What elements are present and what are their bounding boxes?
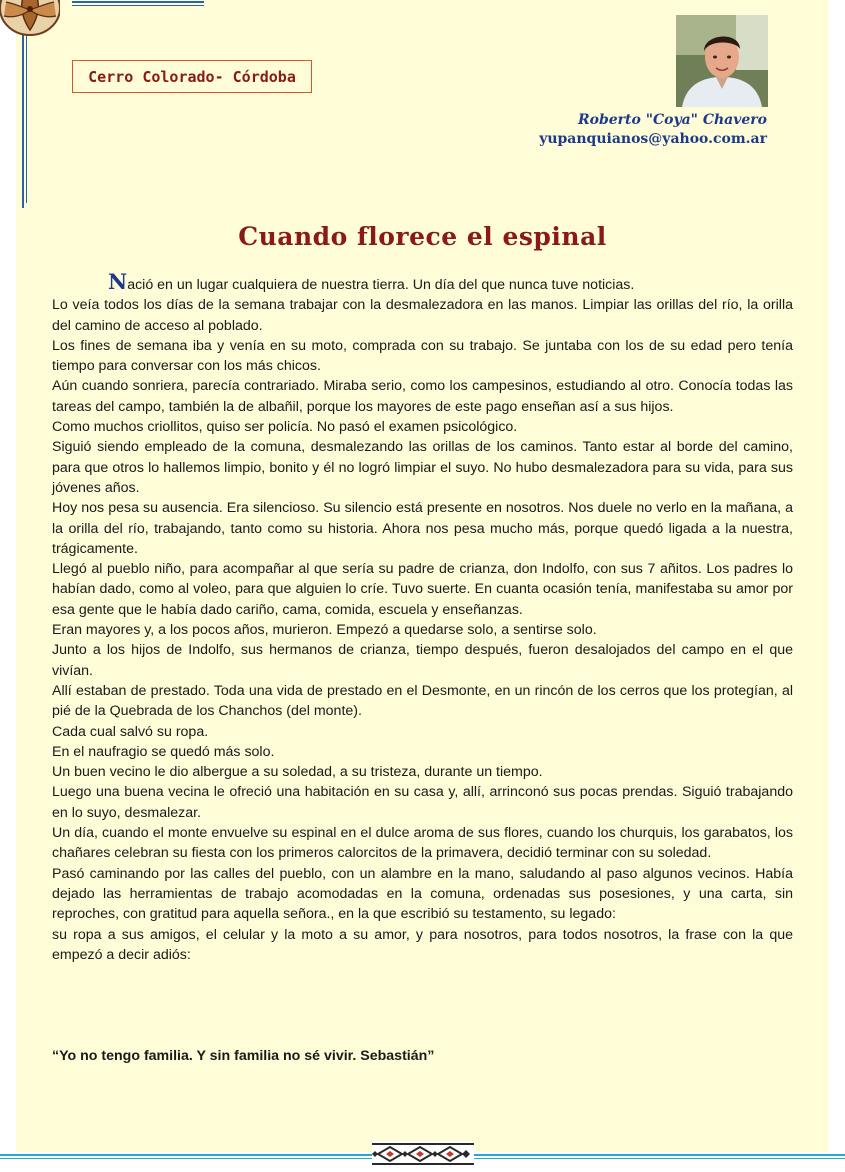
footer-rule-right-thin [474,1158,845,1159]
location-label: Cerro Colorado- Córdoba [72,60,312,93]
closing-quote: “Yo no tengo familia. Y sin familia no sé vivir. Sebastián” [52,1048,435,1064]
paragraph: Un día, cuando el monte envuelve su espinal en el dulce aroma de sus flores, cuando los churquis, los garabatos, los chañares celebran su fiesta con los primeros calorcitos de la primavera, decidió terminar con su soledad. [52,825,793,862]
paragraph: su ropa a sus amigos, el celular y la moto a su amor, y para nosotros, para todos nosotros, la frase con la que empezó a decir adiós: [52,926,793,963]
paragraph: Lo veía todos los días de la semana trabajar con la desmalezadora en las manos. Limpiar las orillas del río, la orilla del camino de acceso al poblado. [52,297,793,334]
drop-cap: N [108,269,128,294]
diamond-ornament-icon [372,1141,474,1167]
top-rule [72,1,204,3]
paragraph: Aún cuando sonriera, parecía contrariado. Miraba serio, como los campesinos, estudiando al otro. Conocía todas las tareas del campo, también la de albañil, porque los mayores de este pago enseñan así a sus hijos. [52,378,793,415]
footer-rule-left [0,1154,372,1156]
paragraph: Allí estaban de prestado. Toda una vida de prestado en el Desmonte, en un rincón de los cerros que los protegían, al pié de la Quebrada de los Chanchos (del monte). [52,682,793,720]
paragraph: Pasó caminando por las calles del pueblo, con un alambre en la mano, saludando al paso algunos vecinos. Había dejado las herramientas de trabajo acomodadas en la comuna, ordenadas sus posesiones, y una carta, sin reproches, con gratitud para aquella señora., en la que escribió su testamento, su legado: [52,865,793,923]
left-rule-thin [26,28,27,203]
article-body [52,269,793,965]
seed-pod-emblem-icon [0,0,60,36]
paragraph: Siguió siendo empleado de la comuna, desmalezando las orillas de los caminos. Tanto estar al borde del camino, para que otros lo hallemos limpio, bonito y él no logró limpiar el suyo. No hubo desmalezadora para su vida, para sus jóvenes años. [52,439,793,496]
paragraph: Los fines de semana iba y venía en su moto, comprada con su trabajo. Se juntaba con los de su edad pero tenía tiempo para conversar con los más chicos. [52,337,793,375]
top-rule-thin [72,5,204,6]
footer-rule-left-thin [0,1158,372,1159]
paragraph: Hoy nos pesa su ausencia. Era silencioso. Su silencio está presente en nosotros. Nos duele no verlo en la mañana, a la orilla del río, trabajando, tanto como su historia. Ahora nos pesa mucho más, porque quedó ligada a la nuestra, trágicamente. [52,500,793,557]
footer-rule-right [474,1154,845,1156]
paragraph: Llegó al pueblo niño, para acompañar al que sería su padre de crianza, don Indolfo, con sus 7 añitos. Los padres lo habían dado, como al voleo, para que alguien lo críe. Tuvo suerte. En cuanta ocasión tenía, manifestaba su amor por esa gente que le había dado cariño, cama, comida, escuela y enseñanzas. [52,561,793,618]
author-photo [676,15,768,107]
paragraph: Eran mayores y, a los pocos años, murieron. Empezó a quedarse solo, a sentirse solo. [52,622,597,639]
author-email[interactable]: yupanquianos@yahoo.com.ar [539,131,767,147]
paragraph: Como muchos criollitos, quiso ser policía. No pasó el examen psicológico. [52,419,518,436]
paragraph: Junto a los hijos de Indolfo, sus hermanos de crianza, tiempo después, fueron desalojados del campo en el que vivían. [52,642,793,679]
paragraph: Cada cual salvó su ropa. [52,723,209,740]
first-paragraph [52,269,793,295]
paragraph: Luego una buena vecina le ofreció una habitación en su casa y, allí, arrinconó sus pocas prendas. Siguió trabajando en lo suyo, desmalezar. [52,784,793,821]
paragraph: Un buen vecino le dio albergue a su soledad, a su tristeza, durante un tiempo. [52,764,543,781]
paragraph: En el naufragio se quedó más solo. [52,743,275,760]
article-title: Cuando florece el espinal [238,222,607,251]
first-paragraph-text: ació en un lugar cualquiera de nuestra tierra. Un día del que nunca tuve noticias. [127,277,635,293]
author-name: Roberto "Coya" Chavero [577,112,767,128]
left-rule [22,28,24,208]
